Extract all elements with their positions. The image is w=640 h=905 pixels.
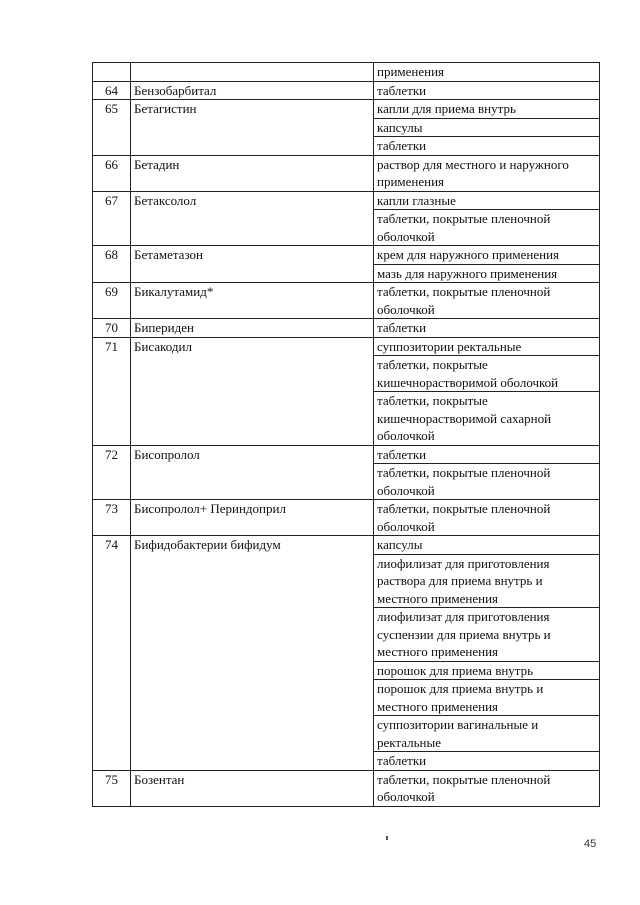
table-row [93, 100, 600, 119]
row-number: 64 [93, 81, 131, 100]
table-row [93, 63, 600, 82]
table-row [93, 536, 600, 555]
page-number: 45 [584, 838, 597, 850]
dosage-form: таблетки [374, 137, 600, 156]
table-row [93, 246, 600, 265]
dosage-form: таблетки, покрытые кишечнорастворимой оболочкой [374, 356, 600, 392]
dosage-form: мазь для наружного применения [374, 264, 600, 283]
dosage-form: таблетки, покрытые пленочной оболочкой [374, 500, 600, 536]
row-number: 71 [93, 337, 131, 445]
table-row [93, 191, 600, 210]
row-number: 67 [93, 191, 131, 246]
drug-name: Бисакодил [131, 337, 374, 445]
dosage-form: лиофилизат для приготовления раствора для приема внутрь и местного применения [374, 554, 600, 608]
dosage-form: порошок для приема внутрь и местного применения [374, 680, 600, 716]
dosage-form: таблетки, покрытые кишечнорастворимой сахарной оболочкой [374, 392, 600, 446]
table-row [93, 155, 600, 191]
table-row [93, 319, 600, 338]
dosage-form: крем для наружного применения [374, 246, 600, 265]
dosage-form: суппозитории ректальные [374, 337, 600, 356]
drug-name: Бетаксолол [131, 191, 374, 246]
drug-name: Бетадин [131, 155, 374, 191]
row-number: 74 [93, 536, 131, 771]
dosage-form: капсулы [374, 536, 600, 555]
drug-name: Бипериден [131, 319, 374, 338]
table-row [93, 500, 600, 536]
row-number: 66 [93, 155, 131, 191]
drug-name: Бозентан [131, 770, 374, 806]
dosage-form: таблетки [374, 445, 600, 464]
drug-table-body [93, 63, 600, 807]
row-number: 72 [93, 445, 131, 500]
drug-name [131, 63, 374, 82]
dosage-form: капсулы [374, 118, 600, 137]
dosage-form: капли для приема внутрь [374, 100, 600, 119]
dosage-form: таблетки [374, 752, 600, 771]
dosage-form: лиофилизат для приготовления суспензии для приема внутрь и местного применения [374, 608, 600, 662]
dosage-form: таблетки, покрытые пленочной оболочкой [374, 464, 600, 500]
table-row [93, 81, 600, 100]
dosage-form: таблетки, покрытые пленочной оболочкой [374, 283, 600, 319]
row-number: 65 [93, 100, 131, 156]
dosage-form: таблетки [374, 319, 600, 338]
drug-name: Бетагистин [131, 100, 374, 156]
drug-name: Бисопролол+ Периндоприл [131, 500, 374, 536]
drug-name: Бифидобактерии бифидум [131, 536, 374, 771]
drug-name: Бетаметазон [131, 246, 374, 283]
drug-name: Бисопролол [131, 445, 374, 500]
dosage-form: таблетки [374, 81, 600, 100]
row-number: 68 [93, 246, 131, 283]
row-number: 69 [93, 283, 131, 319]
drug-name: Бензобарбитал [131, 81, 374, 100]
scan-artifact [386, 836, 388, 840]
dosage-form: таблетки, покрытые пленочной оболочкой [374, 210, 600, 246]
table-row [93, 770, 600, 806]
dosage-form: капли глазные [374, 191, 600, 210]
table-row [93, 337, 600, 356]
dosage-form: суппозитории вагинальные и ректальные [374, 716, 600, 752]
row-number: 70 [93, 319, 131, 338]
table-row [93, 445, 600, 464]
row-number [93, 63, 131, 82]
row-number: 75 [93, 770, 131, 806]
drug-table [92, 62, 600, 807]
drug-name: Бикалутамид* [131, 283, 374, 319]
dosage-form: порошок для приема внутрь [374, 661, 600, 680]
dosage-form: применения [374, 63, 600, 82]
table-row [93, 283, 600, 319]
dosage-form: таблетки, покрытые пленочной оболочкой [374, 770, 600, 806]
dosage-form: раствор для местного и наружного применения [374, 155, 600, 191]
row-number: 73 [93, 500, 131, 536]
